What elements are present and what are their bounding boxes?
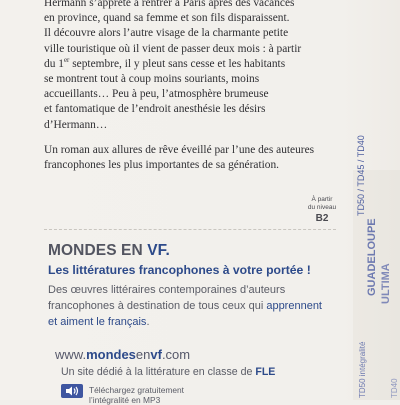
website-description-fle: FLE bbox=[255, 366, 276, 378]
website-description bbox=[61, 366, 321, 378]
series-logo-dot: . bbox=[165, 242, 170, 259]
side-label: TD50 / TD45 / TD40 bbox=[356, 135, 366, 216]
description-line: francophones à destination de tous ceux qui bbox=[48, 299, 267, 312]
description-line: Des œuvres littéraires contemporaines d’auteurs bbox=[48, 284, 286, 296]
synopsis-line: Hermann s’apprête à rentrer à Paris après des vacances bbox=[44, 0, 295, 9]
superscript-er: er bbox=[63, 56, 70, 65]
synopsis-paragraph-1 bbox=[44, 0, 336, 133]
series-logo bbox=[48, 242, 170, 260]
synopsis-line: se montrent tout à coup moins souriants, moins bbox=[44, 73, 260, 86]
series-logo-vf: VF bbox=[147, 242, 166, 259]
download-line: Téléchargez gratuitement bbox=[89, 385, 184, 395]
level-label-line2: du niveau bbox=[307, 203, 337, 211]
side-label: TD50 intégralité bbox=[358, 341, 367, 398]
synopsis-line: accueillants… Peu à peu, l’atmosphère brumeuse bbox=[44, 88, 269, 101]
synopsis-line: ville touristique où il vient de passer deux mois : à partir bbox=[44, 42, 302, 55]
website-description-text: Un site dédié à la littérature en classe de bbox=[61, 366, 256, 378]
level-value: B2 bbox=[315, 213, 329, 224]
download-line: l’intégralité en MP3 bbox=[89, 395, 161, 405]
level-badge bbox=[301, 196, 343, 224]
description-highlight: apprennent bbox=[266, 299, 322, 312]
synopsis-line: septembre, il y pleut sans cesse et les habitants bbox=[69, 57, 286, 70]
description-line: . bbox=[146, 315, 150, 328]
synopsis bbox=[44, 0, 336, 173]
side-label: TD40 bbox=[390, 378, 399, 398]
speaker-icon bbox=[61, 384, 83, 398]
level-label-line1: À partir bbox=[311, 196, 333, 203]
synopsis-line: en province, quand sa femme et son fils disparaissent. bbox=[44, 12, 290, 25]
url-strong: mondes bbox=[86, 347, 136, 362]
url-tail: vf bbox=[150, 347, 162, 362]
side-label: ULTIMA bbox=[380, 263, 392, 304]
url-prefix: www. bbox=[55, 347, 87, 362]
section-divider bbox=[44, 229, 336, 230]
side-label: GUADELOUPE bbox=[366, 218, 378, 296]
description-highlight: et aiment le français bbox=[48, 315, 147, 328]
synopsis-line: francophones les plus importantes de sa génération. bbox=[44, 159, 280, 172]
series-tagline: Les littératures francophones à votre portée ! bbox=[48, 263, 311, 277]
url-mid: en bbox=[135, 347, 151, 362]
series-logo-text: MONDES EN bbox=[48, 242, 148, 259]
download-note bbox=[89, 385, 184, 405]
synopsis-line: Il découvre alors l’autre visage de la charmante petite bbox=[44, 27, 289, 40]
url-suffix: .com bbox=[161, 347, 191, 362]
synopsis-line: et fantomatique de l’endroit anesthésie les désirs bbox=[44, 103, 266, 116]
synopsis-paragraph-2 bbox=[44, 143, 336, 173]
synopsis-line: d’Hermann… bbox=[44, 118, 108, 131]
synopsis-line: du 1 bbox=[44, 57, 64, 70]
synopsis-line: Un roman aux allures de rêve éveillé par l’une des auteures bbox=[44, 143, 315, 156]
series-description bbox=[48, 283, 348, 330]
website-url[interactable] bbox=[55, 347, 190, 362]
